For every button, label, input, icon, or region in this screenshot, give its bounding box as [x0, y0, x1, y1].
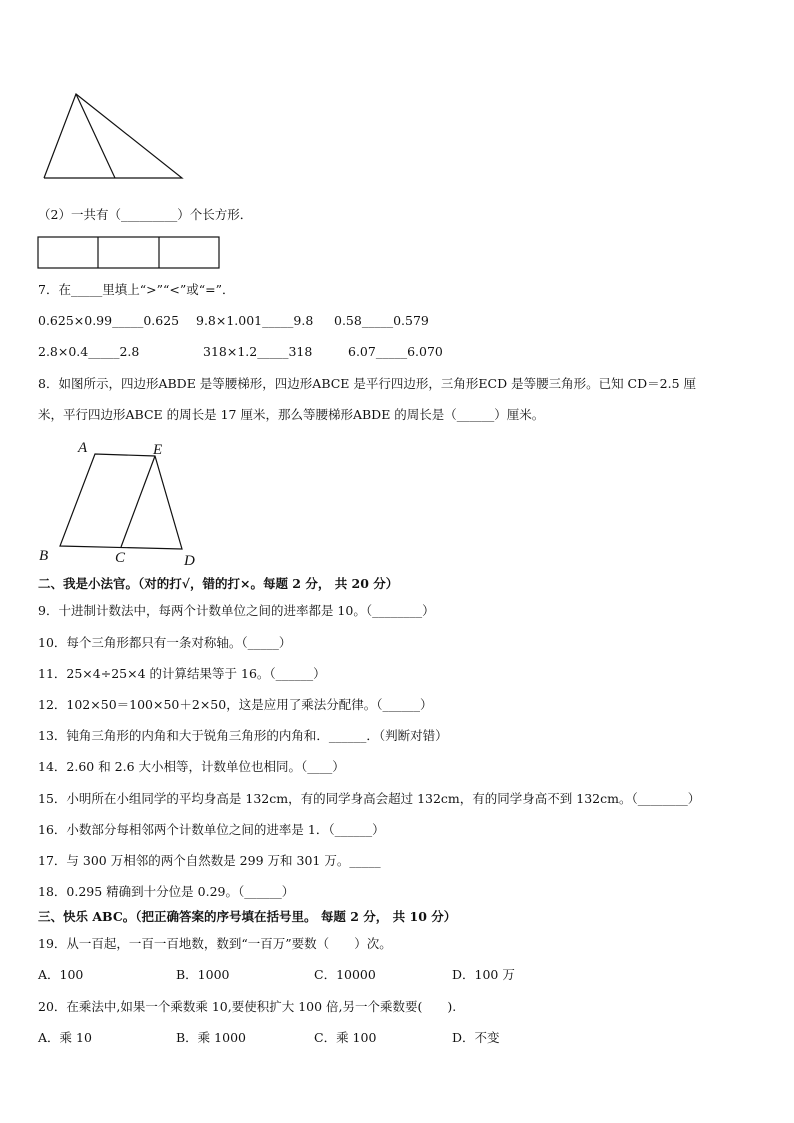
triangle-figure — [40, 90, 190, 185]
q7-row1-b: 9.8×1.001_____9.8 — [196, 313, 314, 328]
label-a: A — [78, 440, 88, 456]
q6-part2: （2）一共有（_________）个长方形． — [38, 207, 253, 222]
section3-heading: 三、快乐 ABC。（把正确答案的序号填在括号里。 每题 2 分， 共 10 分） — [38, 909, 457, 924]
q8-line2: 米，平行四边形ABCE 的周长是 17 厘米，那么等腰梯形ABDE 的周长是（______）厘米。 — [38, 407, 545, 422]
q20-stem: 20．在乘法中,如果一个乘数乘 10,要使积扩大 100 倍,另一个乘数要( ). — [38, 999, 457, 1014]
label-d: D — [184, 553, 195, 568]
q19-option-d[interactable]: D．100 万 — [452, 967, 515, 982]
tf-item-13: 13．钝角三角形的内角和大于锐角三角形的内角和．______．（判断对错） — [38, 728, 448, 743]
section2-heading: 二、我是小法官。（对的打√，错的打×。每题 2 分， 共 20 分） — [38, 576, 399, 591]
q20-option-d[interactable]: D．不变 — [452, 1030, 500, 1045]
tf-item-17: 17．与 300 万相邻的两个自然数是 299 万和 301 万。_____ — [38, 853, 381, 868]
trapezoid-figure — [36, 436, 206, 568]
q19-stem: 19．从一百起，一百一百地数，数到“一百万”要数（ ）次。 — [38, 936, 392, 951]
q7-row1-a: 0.625×0.99_____0.625 — [38, 313, 180, 328]
q7-title: 7．在_____里填上“>”“<”或“=”． — [38, 282, 235, 297]
q19-option-a[interactable]: A．100 — [38, 967, 84, 982]
q7-row2-c: 6.07_____6.070 — [348, 344, 443, 359]
tf-item-18: 18．0.295 精确到十分位是 0.29。（______） — [38, 884, 295, 899]
q8-line1: 8．如图所示，四边形ABDE 是等腰梯形，四边形ABCE 是平行四边形，三角形ECD 是等腰三角形。已知 CD＝2.5 厘 — [38, 376, 696, 391]
q20-option-b[interactable]: B．乘 1000 — [176, 1030, 246, 1045]
label-e: E — [153, 442, 163, 458]
tf-item-14: 14．2.60 和 2.6 大小相等，计数单位也相同。（____） — [38, 759, 345, 774]
tf-item-15: 15．小明所在小组同学的平均身高是 132cm，有的同学身高会超过 132cm，有的同学身高不到 132cm。（________） — [38, 791, 701, 806]
q20-option-a[interactable]: A．乘 10 — [38, 1030, 92, 1045]
q7-row1-c: 0.58_____0.579 — [334, 313, 429, 328]
tf-item-11: 11．25×4÷25×4 的计算结果等于 16。（______） — [38, 666, 326, 681]
tf-item-10: 10．每个三角形都只有一条对称轴。（_____） — [38, 635, 292, 650]
tf-item-9: 9．十进制计数法中，每两个计数单位之间的进率都是 10。（________） — [38, 603, 435, 618]
q20-option-c[interactable]: C．乘 100 — [314, 1030, 377, 1045]
label-c: C — [115, 550, 126, 566]
q19-option-b[interactable]: B．1000 — [176, 967, 230, 982]
q19-option-c[interactable]: C．10000 — [314, 967, 376, 982]
q7-row2-a: 2.8×0.4_____2.8 — [38, 344, 140, 359]
q7-row2-b: 318×1.2_____318 — [203, 344, 313, 359]
label-b: B — [39, 548, 49, 564]
tf-item-16: 16．小数部分每相邻两个计数单位之间的进率是 1．（______） — [38, 822, 385, 837]
rectangles-figure — [37, 236, 221, 270]
tf-item-12: 12．102×50＝100×50＋2×50，这是应用了乘法分配律。（______） — [38, 697, 433, 712]
